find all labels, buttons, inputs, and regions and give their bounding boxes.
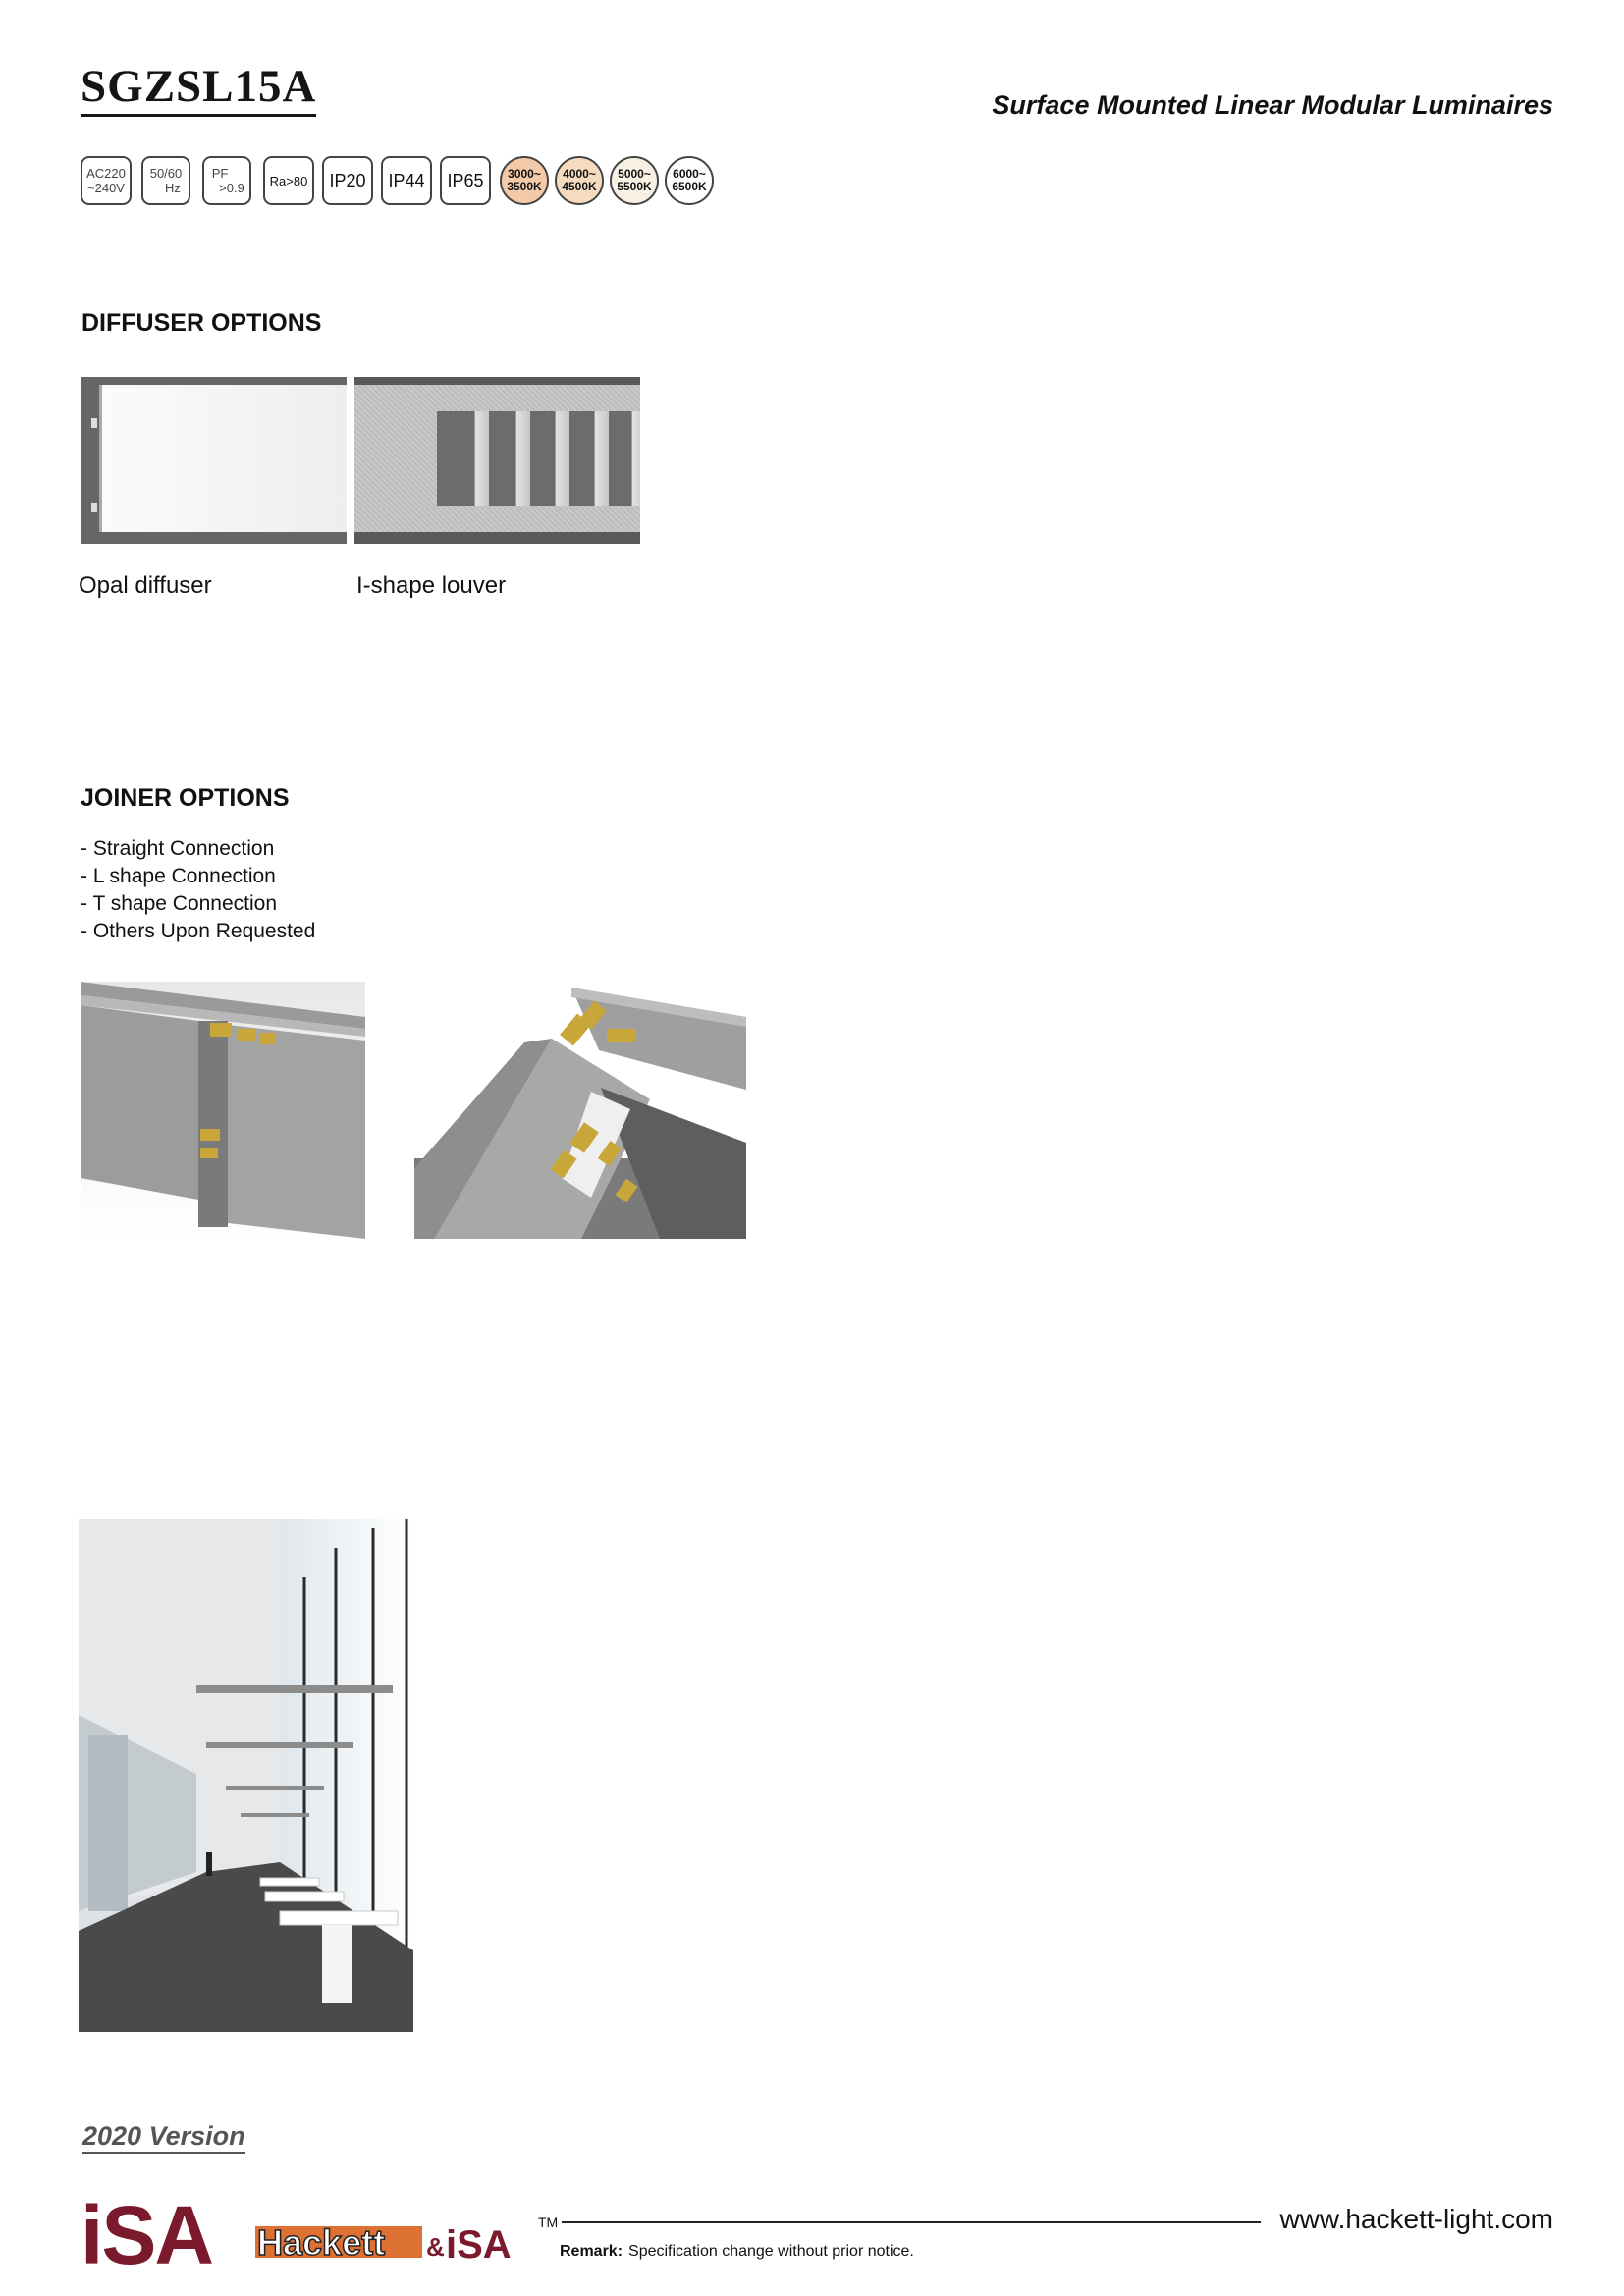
isa-logo: iSA xyxy=(81,2189,213,2281)
product-subtitle: Surface Mounted Linear Modular Luminaires xyxy=(992,90,1553,120)
voltage-spec-icon xyxy=(81,156,132,205)
spec-line2: 5500K xyxy=(617,180,652,193)
straight-connection-image xyxy=(81,982,365,1239)
svg-text:Hackett: Hackett xyxy=(257,2222,386,2263)
spec-line1: IP65 xyxy=(447,170,484,190)
office-application-photo xyxy=(79,1519,413,2032)
list-item: - L shape Connection xyxy=(81,865,276,887)
spec-line1: IP20 xyxy=(329,170,366,190)
spec-line1: PF xyxy=(211,166,229,181)
spec-line1: 5000~ xyxy=(618,167,651,181)
spec-line2: >0.9 xyxy=(219,181,244,195)
svg-text:iSA: iSA xyxy=(446,2223,512,2266)
opal-diffuser-caption: Opal diffuser xyxy=(79,572,212,599)
spec-line1: IP44 xyxy=(388,170,425,190)
spec-line2: 3500K xyxy=(507,180,542,193)
spec-line1: 50/60 xyxy=(149,166,183,181)
hackett-isa-logo xyxy=(253,2218,538,2264)
power-factor-spec-icon xyxy=(202,156,251,205)
list-item: - Others Upon Requested xyxy=(81,920,316,942)
spec-line2: ~240V xyxy=(87,181,125,195)
spec-line2: 6500K xyxy=(672,180,707,193)
list-item: - T shape Connection xyxy=(81,892,278,915)
model-title: SGZSL15A xyxy=(81,61,316,117)
spec-line2: Hz xyxy=(165,181,181,195)
remark xyxy=(560,2243,914,2261)
cri-spec-icon xyxy=(263,156,314,205)
remark-text: Specification change without prior notice. xyxy=(628,2243,914,2260)
trademark: TM xyxy=(538,2215,559,2230)
spec-line1: AC220 xyxy=(86,166,126,181)
l-shape-connection-image xyxy=(414,982,746,1239)
i-shape-louver-caption: I-shape louver xyxy=(356,572,507,599)
frequency-spec-icon xyxy=(141,156,190,205)
ip65-spec-icon xyxy=(440,156,491,205)
cct-3000k-icon xyxy=(500,156,549,205)
joiner-heading: JOINER OPTIONS xyxy=(81,784,290,812)
website-link[interactable]: www.hackett-light.com xyxy=(1279,2204,1553,2234)
diffuser-heading: DIFFUSER OPTIONS xyxy=(81,309,322,337)
version-label: 2020 Version xyxy=(82,2120,245,2154)
svg-text:&: & xyxy=(426,2232,445,2262)
i-shape-louver-image xyxy=(354,377,640,544)
spec-line1: 3000~ xyxy=(508,167,541,181)
spec-line1: 4000~ xyxy=(563,167,596,181)
spec-line1: 6000~ xyxy=(673,167,706,181)
spec-line1: Ra>80 xyxy=(269,173,308,188)
opal-diffuser-image xyxy=(81,377,347,544)
ip44-spec-icon xyxy=(381,156,432,205)
ip20-spec-icon xyxy=(322,156,373,205)
footer-divider xyxy=(562,2221,1261,2223)
remark-label: Remark: xyxy=(560,2243,623,2260)
list-item: - Straight Connection xyxy=(81,837,275,860)
spec-line2: 4500K xyxy=(562,180,597,193)
joiner-list xyxy=(81,835,315,945)
cct-4000k-icon xyxy=(555,156,604,205)
cct-6000k-icon xyxy=(665,156,714,205)
cct-5000k-icon xyxy=(610,156,659,205)
